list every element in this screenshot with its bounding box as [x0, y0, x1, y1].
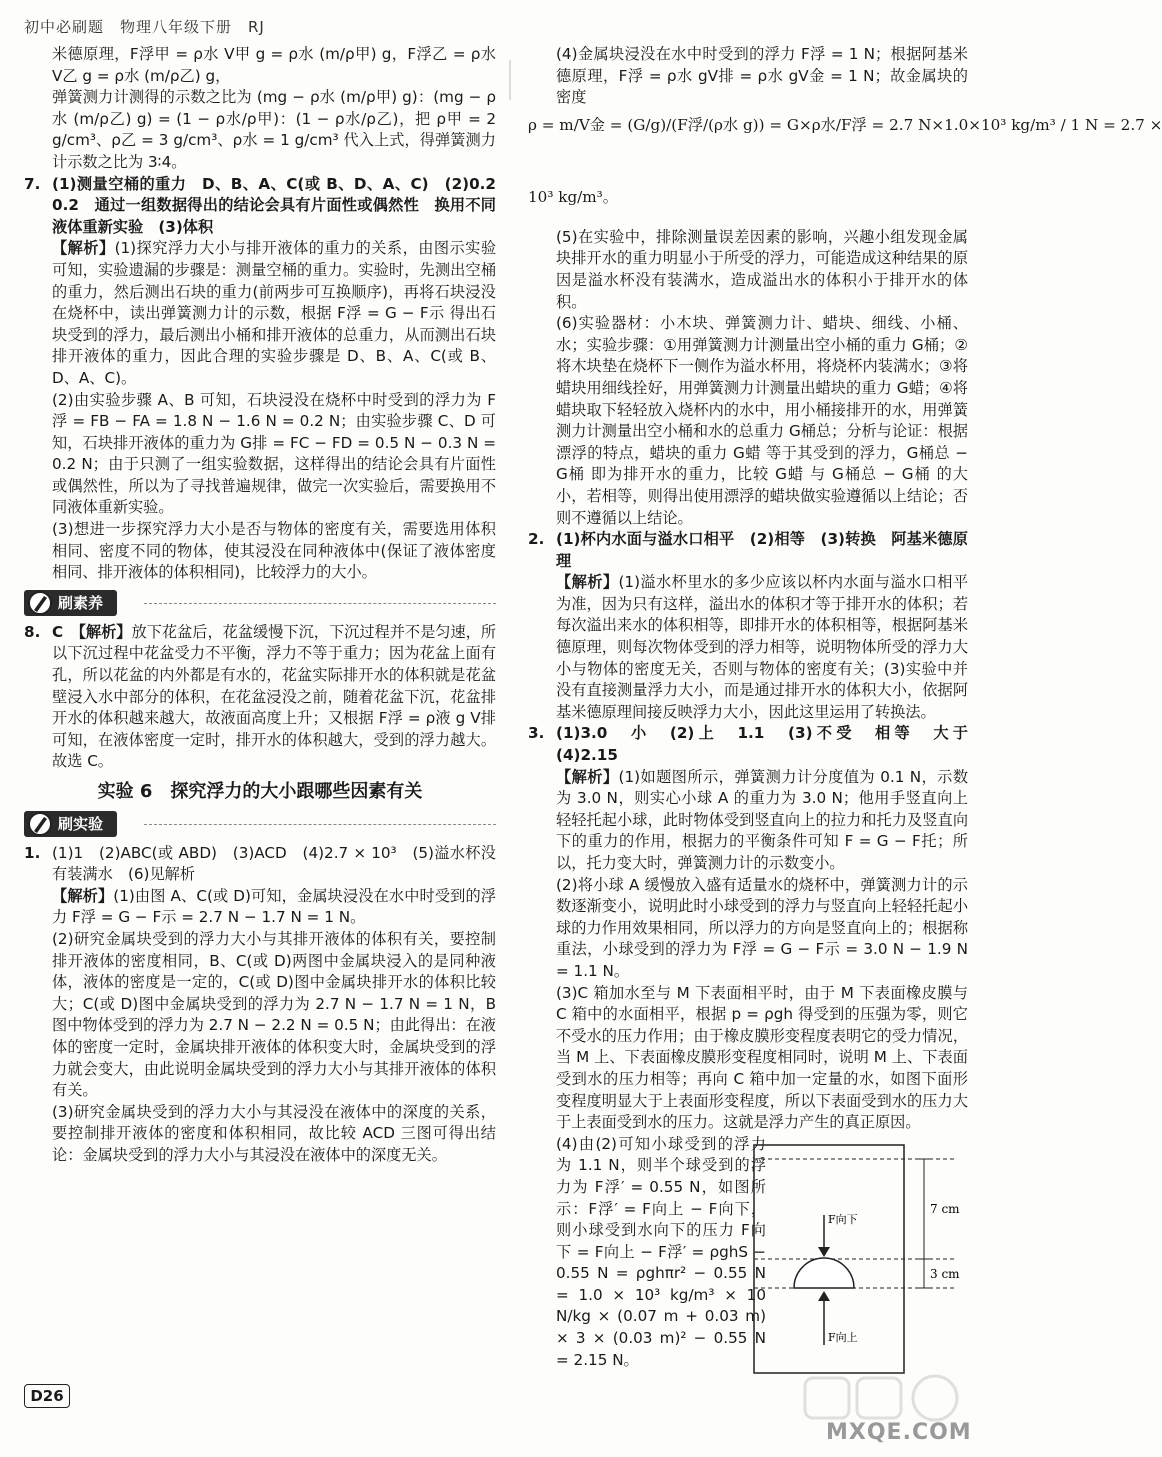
- column-marker: [503, 60, 517, 100]
- explanation-text: (1)溢水杯里水的多少应该以杯内水面与溢水口相平为准，因为只有这样，溢出水的体积才等于排开水的体积；若每次溢出来水的体积相等，即排开水的体积相等，根据阿基米德原理，则每次物体受到的浮力相等，说明物体所受的浮力大小与物体的密度无关，否则与物体的密度有关；(3)实验中并没有直接测量浮力大小，而是通过排开水的体积大小，依据阿基米德原理间接反映浮力大小，因此这里运用了转换法。: [556, 573, 969, 721]
- explanation-text: (4)金属块浸没在水中时受到的浮力 F浮 = 1 N；根据阿基米德原理，F浮 = ρ水 gV排 = ρ水 gV金 = 1 N；故金属块的密度: [556, 45, 968, 107]
- explanation-text: (3)想进一步探究浮力大小是否与物体的密度有关，需要选用体积相同、密度不同的物体，使其浸没在同种液体中(保证了液体密度相同、排开液体的体积相同)，比较浮力的大小。: [52, 520, 496, 582]
- explanation-text: (1)如题图所示，弹簧测力计分度值为 0.1 N，示数为 3.0 N，则实心小球 A 的重力为 3.0 N；他用手竖直向上轻轻托起小球，此时物体受到竖直向上的拉力和托力及竖直向下的重力的作用，根据力的平衡条件可知 F = G − F托；所以，托力变大时，弹簧测力计的示数变小。: [556, 767, 969, 872]
- question-8: [24, 622, 496, 773]
- arrow-down-head: [818, 1247, 830, 1257]
- answer-text: (1)3.0 小 (2)上 1.1 (3)不受 相等 大于 (4)2.15: [556, 724, 984, 765]
- answer-text: (1)1 (2)ABC(或 ABD) (3)ACD (4)2.7 × 10³ (5)溢水杯没有装满水 (6)见解析: [52, 843, 496, 884]
- arrow-up-head: [818, 1291, 830, 1301]
- force-up-label: F向上: [828, 1331, 858, 1344]
- question-7: [24, 174, 512, 584]
- explanation-label: 【解析】: [556, 573, 619, 592]
- section-band-label: 刷实验: [24, 811, 117, 837]
- left-column: [24, 44, 512, 1167]
- question-number: 8.: [24, 622, 41, 641]
- explanation-label: 【解析】: [52, 886, 114, 905]
- question-2: [528, 529, 968, 723]
- answer-text: (1)杯内水面与溢水口相平 (2)相等 (3)转换 阿基米德原理: [556, 530, 968, 570]
- answer-text: C: [52, 622, 64, 641]
- force-down-label: F向下: [828, 1213, 858, 1226]
- explanation-text: (6)实验器材：小木块、弹簧测力计、蜡块、细线、小桶、水；实验步骤：①用弹簧测力计测量出空小桶的重力 G桶；②将木块垫在烧杯下一侧作为溢水杯用，将烧杯内装满水；③将蜡块用细线拴好，用弹簧测力计测量出蜡块的重力 G蜡；④将蜡块取下轻轻放入烧杯内的水中，用小桶接排开的水，用弹簧测力计测量出空小桶和水的总重力 G桶总；分析与论证：根据漂浮的特点，蜡块的重力 G蜡 等于其受到的浮力，G桶总 − G桶 即为排开水的重力，比较 G蜡 与 G桶总 − G桶 的大小，若相等，则得出使用漂浮的蜡块做实验遵循以上结论；否则不遵循以上结论。: [556, 314, 968, 527]
- pencil-icon: [28, 588, 52, 618]
- dim-7cm: 7 cm: [930, 1202, 960, 1216]
- explanation-text: (1)探究浮力大小与排开液体的重力的关系，由图示实验可知，实验遗漏的步骤是：测量空桶的重力。实验时，先测出空桶的重力，然后测出石块的重力(前两步可互换顺序)，再将石块浸没在烧杯中，读出弹簧测力计的示数，根据 F浮 = G − F示 得出石块受到的浮力，最后测出小桶和排开液体的总重力，从而测出石块排开液体的重力，因此合理的实验步骤是 D、B、A、C(或 B、D、A、C)。: [52, 239, 497, 387]
- explanation: [24, 238, 496, 389]
- explanation-text: (2)由实验步骤 A、B 可知，石块浸没在烧杯中时受到的浮力为 F浮 = FB − FA = 1.8 N − 1.6 N = 0.2 N；由实验步骤 C、D 可知，石块排开液体的重力为 G排 = FC − FD = 0.5 N − 0.3 N = 0.2 N；由于只测了一组实验数据，这样得出的结论会具有片面性或偶然性，所以为了寻找普遍规律，做完一次实验后，需要换用不同液体重新实验。: [52, 390, 496, 517]
- density-formula: [528, 109, 1162, 227]
- answer-and-explanation: [24, 622, 496, 773]
- explanation-text: (2)研究金属块受到的浮力大小与其排开液体的体积有关，要控制排开液体的密度相同，B、C(或 D)两图中金属块浸入的是同种液体，液体的密度是一定的，C(或 D)图中金属块排开水的体积比较大；C(或 D)图中金属块受到的浮力为 2.7 N − 1.7 N = 1 N，B 图中物体受到的浮力为 2.7 N − 2.2 N = 0.5 N；由此得出：在液体的密度一定时，金属块排开液体的体积变大时，金属块受到的浮力就会变大，由此说明金属块受到的浮力大小与其排开液体的体积有关。: [52, 929, 496, 1100]
- watermark-text: MXQE.COM: [826, 1420, 972, 1445]
- explanation-text: (3)C 箱加水至与 M 下表面相平时，由于 M 下表面橡皮膜与 C 箱中的水面相平，根据 p = ρgh 得受到的压强为零，则它不受水的压力作用；由于橡皮膜形变程度表明它的受力情况，当 M 上、下表面橡皮膜形变程度相同时，说明 M 上、下表面受到水的压力相等；再向 C 箱中加一定量的水，如图下面形变程度明显大于上表面形变程度，所以下表面受到水的压力大于上表面受到水的压力。这就是浮力产生的真正原因。: [556, 983, 968, 1132]
- explanation-text: (3)研究金属块受到的浮力大小与其浸没在液体中的深度的关系，要控制排开液体的密度和体积相同，故比较 ACD 三图可得出结论：金属块受到的浮力大小与其浸没在液体中的深度无关。: [52, 1102, 496, 1164]
- explanation-text: 放下花盆后，花盆缓慢下沉，下沉过程并不是匀速，所以下沉过程中花盆受力不平衡，浮力不等于重力；因为花盆上面有孔，所以花盆的内外都是有水的，花盆实际排开水的体积就是花盆壁浸入水中部分的体积，在花盆浸没之前，随着花盆下沉，花盆排开水的体积越来越大，故液面高度上升；又根据 F浮 = ρ液 g V排 可知，在液体密度一定时，排开水的体积越大，受到的浮力越大。故选 C。: [52, 622, 496, 771]
- formula-line: 10³ kg/m³。: [528, 187, 618, 206]
- hemisphere: [794, 1258, 854, 1288]
- question-1: [24, 843, 496, 1167]
- explanation-label: 【解析】: [52, 239, 115, 258]
- divider: [144, 824, 496, 825]
- explanation-text: (5)在实验中，排除测量误差因素的影响，兴趣小组发现金属块排开水的重力明显小于所受的浮力，可能造成这种结果的原因是溢水杯没有装满水，造成溢出水的体积小于排开水的体积。: [556, 227, 968, 311]
- question-number: 1.: [24, 843, 41, 862]
- pencil-icon: [28, 809, 52, 839]
- divider: [144, 603, 496, 604]
- explanation-text: (1)由图 A、C(或 D)可知，金属块浸没在水中时受到的浮力 F浮 = G − F示 = 2.7 N − 1.7 N = 1 N。: [52, 886, 496, 927]
- question-number: 3.: [528, 724, 545, 743]
- page-header: 初中必刷题 物理八年级下册 RJ: [24, 18, 265, 36]
- continued-text-2: 弹簧测力计测得的示数之比为 (mg − ρ水 (m/ρ甲) g)：(mg − ρ水 (m/ρ乙) g) = (1 − ρ水/ρ甲)：(1 − ρ水/ρ乙)，把 ρ甲 = 2 g/cm³、ρ乙 = 3 g/cm³、ρ水 = 1 g/cm³ 代入上式，得弹簧测力计示数之比为 3∶4。: [52, 88, 496, 171]
- answer-text: (1)测量空桶的重力 D、B、A、C(或 B、D、A、C) (2)0.2 0.2 通过一组数据得出的结论会具有片面性或偶然性 换用不同液体重新实验 (3)体积: [52, 174, 512, 236]
- section-band-label: 刷素养: [24, 590, 117, 616]
- page-number: D26: [24, 1384, 70, 1408]
- explanation-text: (2)将小球 A 缓慢放入盛有适量水的烧杯中，弹簧测力计的示数逐渐变小，说明此时小球受到的浮力与竖直向上轻轻托起小球的力作用效果相同，所以浮力的方向是竖直向上的；根据称重法，小球受到的浮力为 F浮 = G − F示 = 3.0 N − 1.9 N = 1.1 N。: [556, 875, 968, 980]
- experiment-title: 实验 6 探究浮力的大小跟哪些因素有关: [97, 781, 423, 802]
- question-number: 2.: [528, 530, 545, 549]
- explanation-label: 【解析】: [556, 767, 619, 786]
- question-number: 7.: [24, 174, 41, 193]
- explanation: [24, 886, 496, 929]
- section-band-experiment: [24, 811, 496, 839]
- formula-line: ρ = m/V金 = (G/g)/(F浮/(ρ水 g)) = G×ρ水/F浮 = 2.7 N×1.0×10³ kg/m³ / 1 N = 2.7 ×: [528, 115, 1162, 134]
- explanation: [528, 767, 968, 875]
- explanation-label: 【解析】: [78, 622, 132, 641]
- explanation-text: (4)由(2)可知小球受到的浮力为 1.1 N，则半个球受到的浮力为 F浮′ = 0.55 N，如图所示：F浮′ = F向上 − F向下，则小球受到水向下的压力 F向下 = F向上 − F浮′ = ρghS − 0.55 N = ρghπr² − 0.55 N = 1.0 × 10³ kg/m³ × 10 N/kg × (0.07 m + 0.03 m) × 3 × (0.03 m)² − 0.55 N = 2.15 N。: [556, 1134, 766, 1369]
- section-band-literacy: [24, 590, 496, 618]
- hemisphere-pressure-diagram: [744, 1145, 984, 1375]
- continued-text-1: 米德原理，F浮甲 = ρ水 V甲 g = ρ水 (m/ρ甲) g，F浮乙 = ρ水 V乙 g = ρ水 (m/ρ乙) g，: [52, 45, 496, 85]
- explanation: [528, 572, 968, 723]
- dim-3cm: 3 cm: [930, 1267, 960, 1281]
